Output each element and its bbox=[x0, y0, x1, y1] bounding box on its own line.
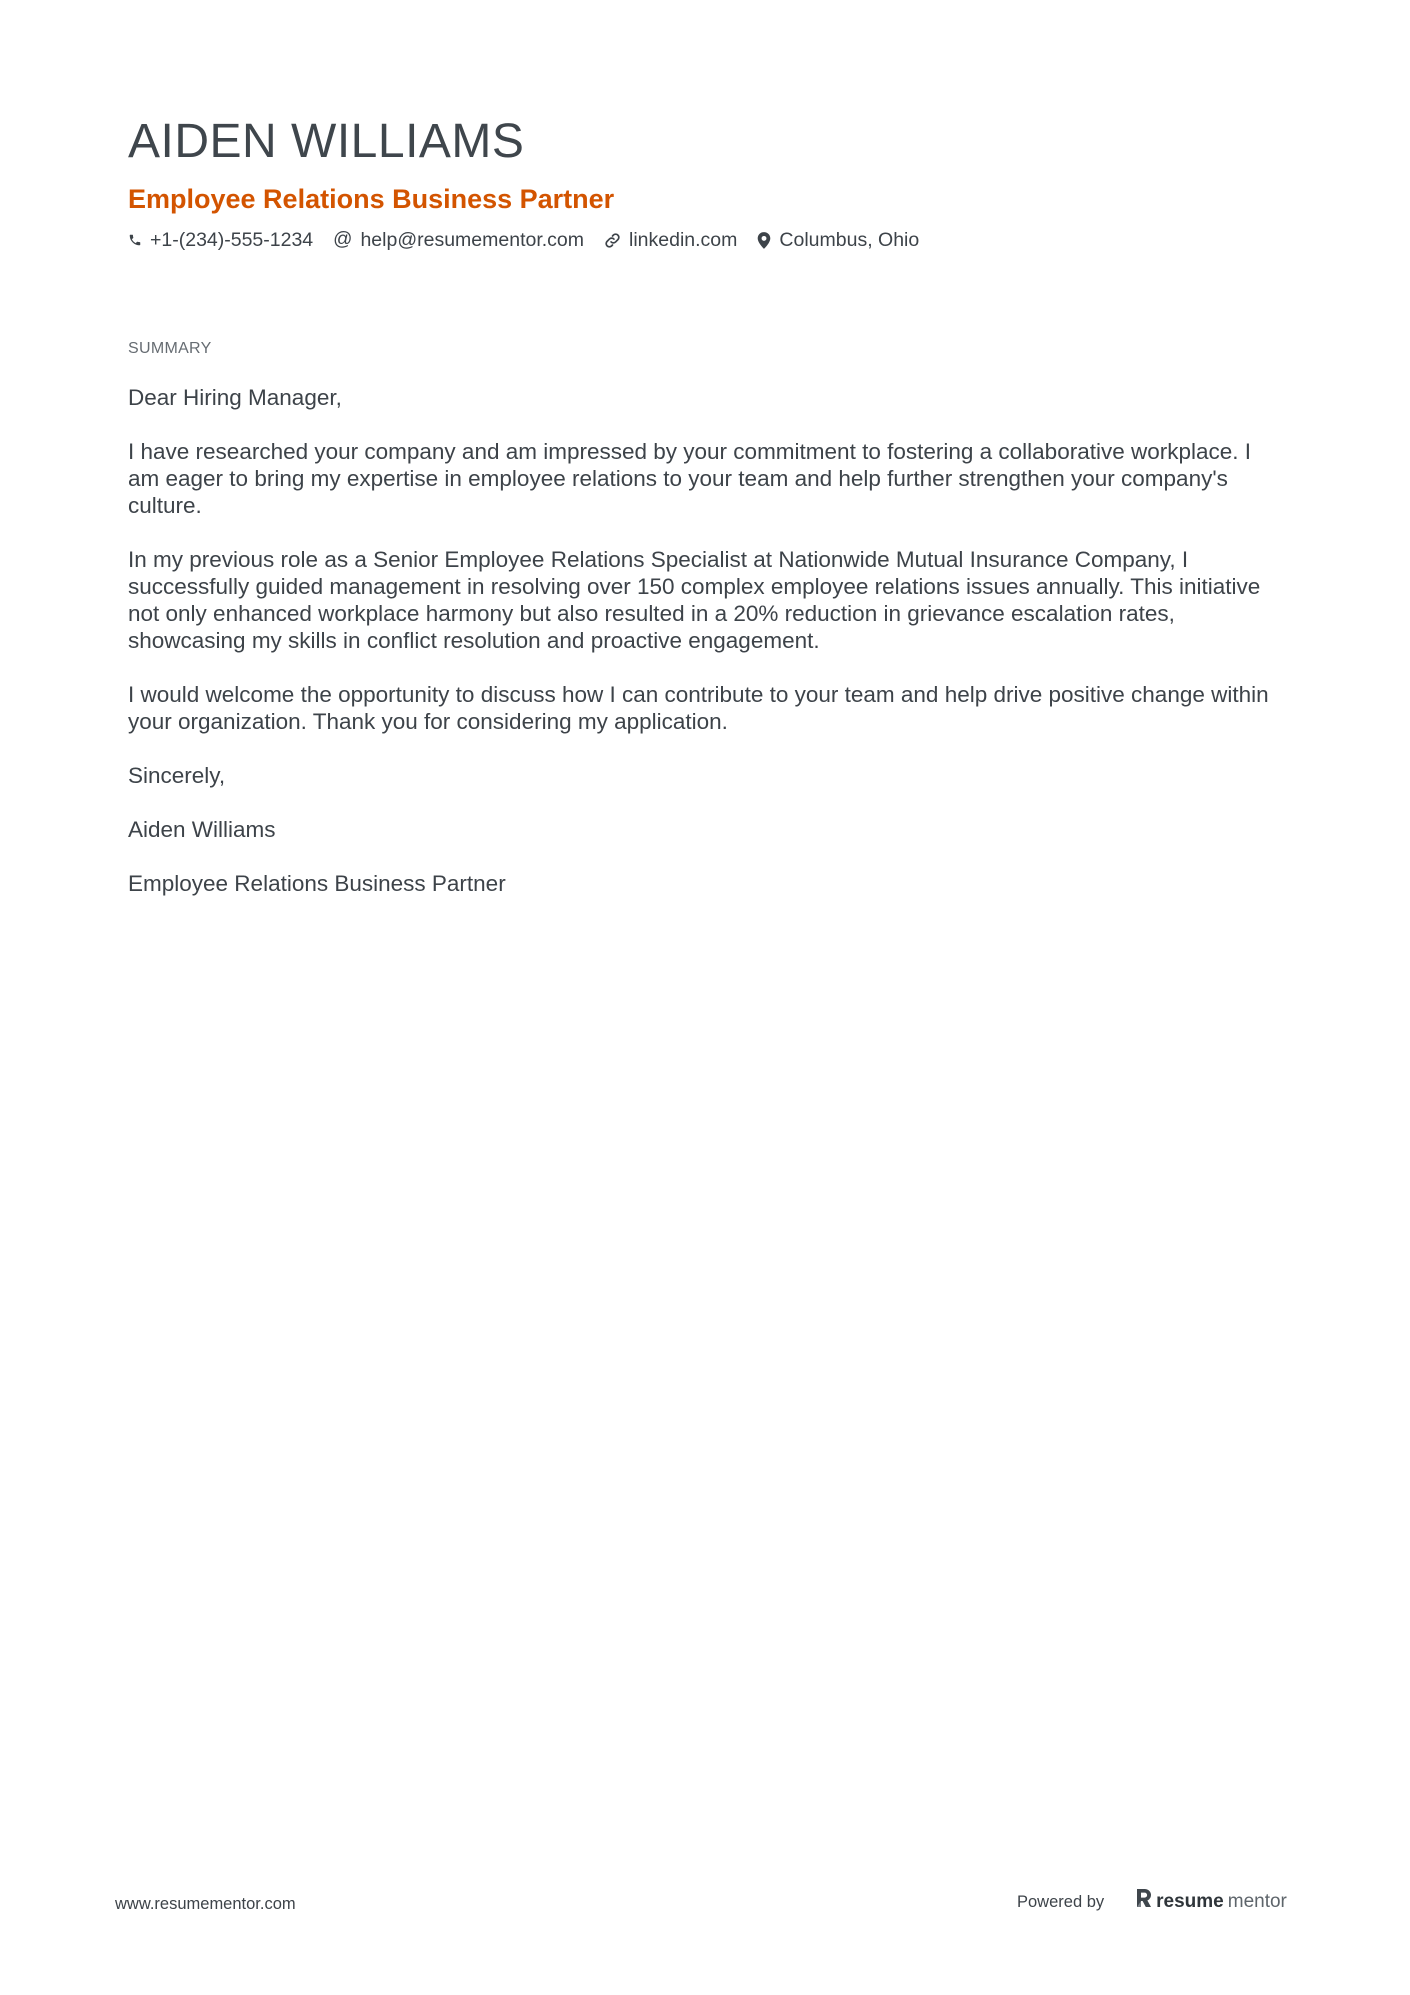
letter-paragraph-1: I have researched your company and am impressed by your commitment to fostering a collaborative workplace. I am eager to bring my expertise in employee relations to your team and help further strengthen your company's culture. bbox=[128, 439, 1252, 518]
letter-paragraph-2: In my previous role as a Senior Employee Relations Specialist at Nationwide Mutual Insurance Company, I successfully guided management in resolving over 150 complex employee relations issues annually. This initiative not only enhanced workplace harmony but also resulted in a 20% reduction in grievance escalation rates, showcasing my skills in conflict resolution and proactive engagement. bbox=[128, 547, 1261, 653]
letter-body bbox=[128, 384, 1288, 924]
brand-logo[interactable] bbox=[1136, 1888, 1287, 1916]
salutation: Dear Hiring Manager, bbox=[128, 385, 342, 410]
phone-icon bbox=[128, 233, 142, 247]
at-icon: @ bbox=[333, 229, 353, 250]
closing: Sincerely, bbox=[128, 763, 226, 788]
brand-name-bold: resume bbox=[1156, 1891, 1224, 1912]
footer-branding bbox=[1017, 1888, 1287, 1916]
email-text[interactable]: help@resumementor.com bbox=[360, 229, 585, 251]
location-pin-icon bbox=[757, 232, 771, 249]
contact-location bbox=[757, 226, 919, 254]
location-text: Columbus, Ohio bbox=[779, 229, 920, 251]
phone-text[interactable]: +1-(234)-555-1234 bbox=[150, 229, 314, 251]
candidate-name: AIDEN WILLIAMS bbox=[128, 115, 525, 168]
contact-phone bbox=[128, 226, 313, 254]
contact-email bbox=[333, 226, 584, 254]
brand-name-light: mentor bbox=[1227, 1891, 1287, 1912]
signature-name: Aiden Williams bbox=[128, 817, 276, 842]
candidate-title: Employee Relations Business Partner bbox=[128, 184, 615, 214]
contact-linkedin bbox=[604, 226, 737, 254]
contact-bar bbox=[128, 226, 919, 254]
letter-paragraph-3: I would welcome the opportunity to discuss how I can contribute to your team and help drive positive change within your organization. Thank you for considering my application. bbox=[128, 682, 1269, 734]
footer-website[interactable]: www.resumementor.com bbox=[115, 1895, 296, 1913]
linkedin-text[interactable]: linkedin.com bbox=[629, 229, 738, 251]
link-icon bbox=[604, 232, 621, 249]
summary-section-label: SUMMARY bbox=[128, 340, 212, 357]
signature-title: Employee Relations Business Partner bbox=[128, 871, 506, 896]
resumementor-logo-icon bbox=[1136, 1888, 1152, 1916]
powered-by-label: Powered by bbox=[1017, 1893, 1105, 1911]
